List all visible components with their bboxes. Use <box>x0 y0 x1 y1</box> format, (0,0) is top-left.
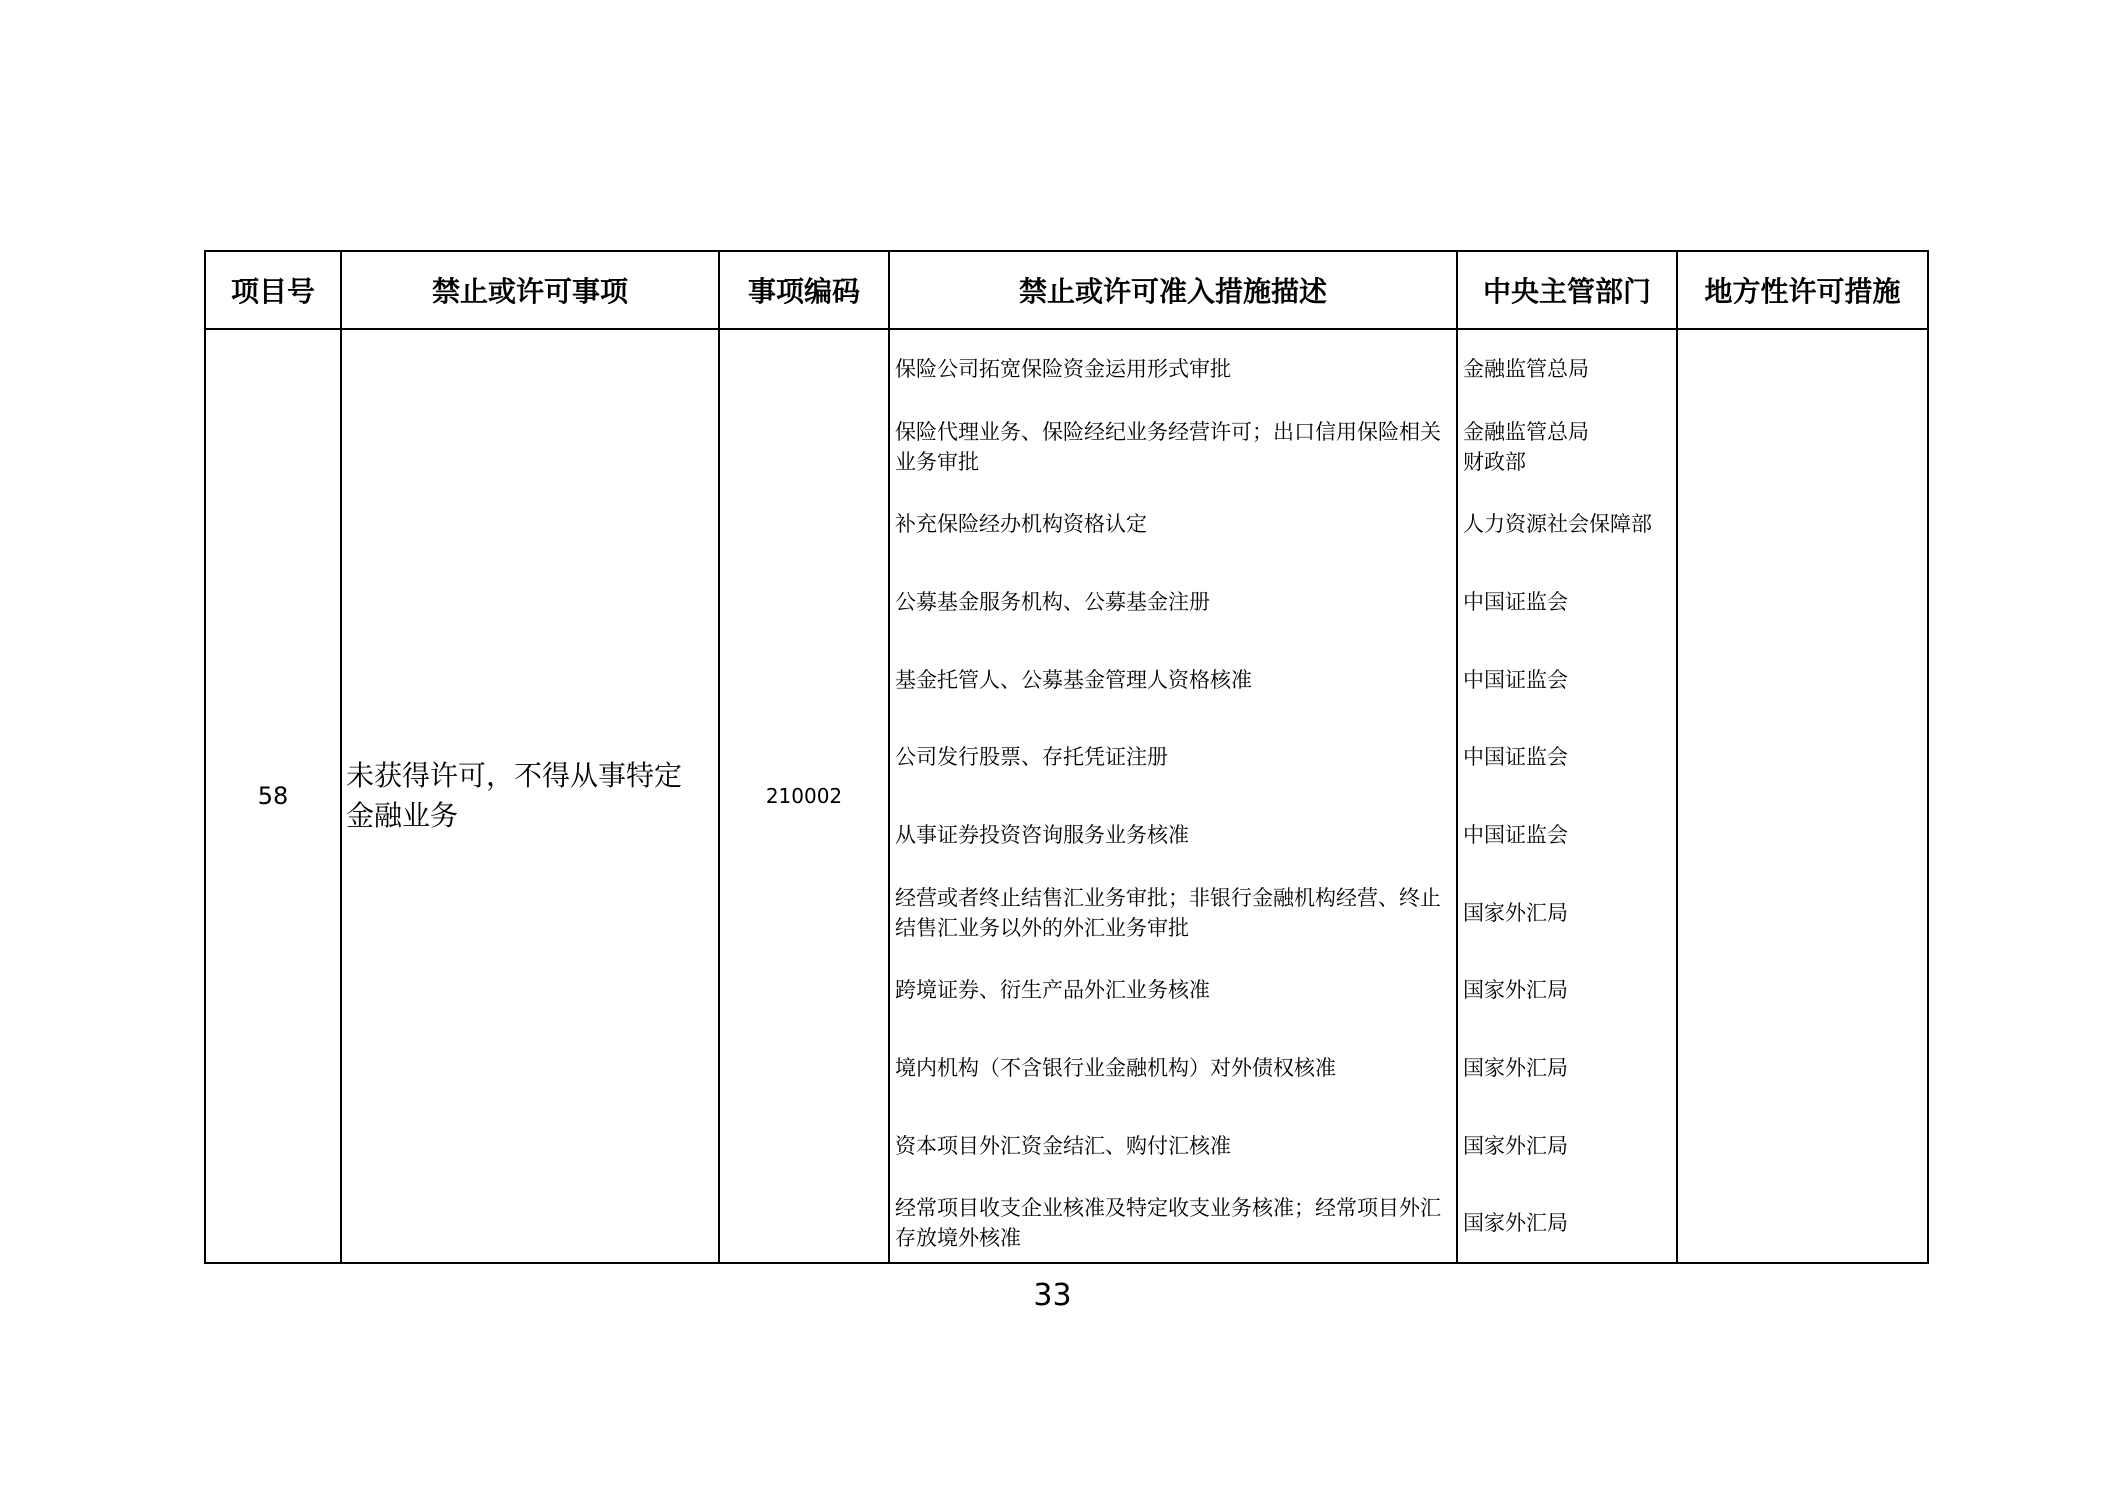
measure-description-text: 经营或者终止结售汇业务审批；非银行金融机构经营、终止结售汇业务以外的外汇业务审批 <box>895 885 1441 940</box>
measure-description-item <box>890 874 1456 952</box>
central-department-item <box>1458 1107 1676 1185</box>
page-number: 33 <box>1033 1278 1072 1313</box>
central-department-text: 国家外汇局 <box>1463 900 1568 925</box>
central-department-text: 国家外汇局 <box>1463 978 1568 1003</box>
central-department-cell <box>1457 329 1677 1263</box>
measure-description-text: 保险代理业务、保险经纪业务经营许可；出口信用保险相关业务审批 <box>895 419 1441 474</box>
license-table <box>204 250 1929 1264</box>
measure-description-item <box>890 1029 1456 1107</box>
header-item-code: 事项编码 <box>719 251 889 329</box>
central-department-item <box>1458 641 1676 719</box>
measure-description-text: 公司发行股票、存托凭证注册 <box>895 745 1168 770</box>
measure-description-text: 补充保险经办机构资格认定 <box>895 512 1147 537</box>
central-department-text: 国家外汇局 <box>1463 1133 1568 1158</box>
measure-description-text: 从事证券投资咨询服务业务核准 <box>895 822 1189 847</box>
central-department-item <box>1458 874 1676 952</box>
measure-description-item <box>890 330 1456 408</box>
table-header-row <box>205 251 1928 329</box>
header-item-number: 项目号 <box>205 251 341 329</box>
measure-description-list <box>890 330 1456 1262</box>
central-department-item <box>1458 563 1676 641</box>
central-department-text: 金融监管总局 <box>1463 356 1589 381</box>
central-department-item <box>1458 408 1676 486</box>
central-department-item <box>1458 330 1676 408</box>
item-number-cell: 58 <box>205 329 341 1263</box>
item-code-cell: 210002 <box>719 329 889 1263</box>
measure-description-item <box>890 563 1456 641</box>
central-department-item <box>1458 951 1676 1029</box>
central-department-text: 中国证监会 <box>1463 822 1568 847</box>
measure-description-item <box>890 408 1456 486</box>
central-department-text: 人力资源社会保障部 <box>1463 512 1652 537</box>
measure-description-text: 经常项目收支企业核准及特定收支业务核准；经常项目外汇存放境外核准 <box>895 1196 1441 1251</box>
measure-description-text: 基金托管人、公募基金管理人资格核准 <box>895 667 1252 692</box>
local-measure-cell <box>1677 329 1928 1263</box>
central-department-item <box>1458 1029 1676 1107</box>
measure-description-text: 保险公司拓宽保险资金运用形式审批 <box>895 356 1231 381</box>
measure-description-text: 公募基金服务机构、公募基金注册 <box>895 589 1210 614</box>
measure-description-text: 资本项目外汇资金结汇、购付汇核准 <box>895 1133 1231 1158</box>
central-department-text: 中国证监会 <box>1463 589 1568 614</box>
central-department-text: 中国证监会 <box>1463 667 1568 692</box>
measure-description-text: 境内机构（不含银行业金融机构）对外债权核准 <box>895 1055 1336 1080</box>
header-measure-description: 禁止或许可准入措施描述 <box>889 251 1457 329</box>
central-department-text: 国家外汇局 <box>1463 1211 1568 1236</box>
header-local-measure: 地方性许可措施 <box>1677 251 1928 329</box>
central-department-item <box>1458 1184 1676 1262</box>
central-department-item <box>1458 718 1676 796</box>
central-department-text: 中国证监会 <box>1463 745 1568 770</box>
measure-description-item <box>890 1184 1456 1262</box>
measure-description-cell <box>889 329 1457 1263</box>
item-cell: 未获得许可，不得从事特定金融业务 <box>341 329 719 1263</box>
central-department-list <box>1458 330 1676 1262</box>
measure-description-item <box>890 1107 1456 1185</box>
central-department-item <box>1458 485 1676 563</box>
central-department-text: 国家外汇局 <box>1463 1055 1568 1080</box>
measure-description-text: 跨境证券、衍生产品外汇业务核准 <box>895 978 1210 1003</box>
central-department-text: 金融监管总局 财政部 <box>1463 419 1589 474</box>
measure-description-item <box>890 718 1456 796</box>
measure-description-item <box>890 951 1456 1029</box>
central-department-item <box>1458 796 1676 874</box>
measure-description-item <box>890 796 1456 874</box>
header-central-department: 中央主管部门 <box>1457 251 1677 329</box>
header-item: 禁止或许可事项 <box>341 251 719 329</box>
table-row <box>205 329 1928 1263</box>
measure-description-item <box>890 641 1456 719</box>
measure-description-item <box>890 485 1456 563</box>
